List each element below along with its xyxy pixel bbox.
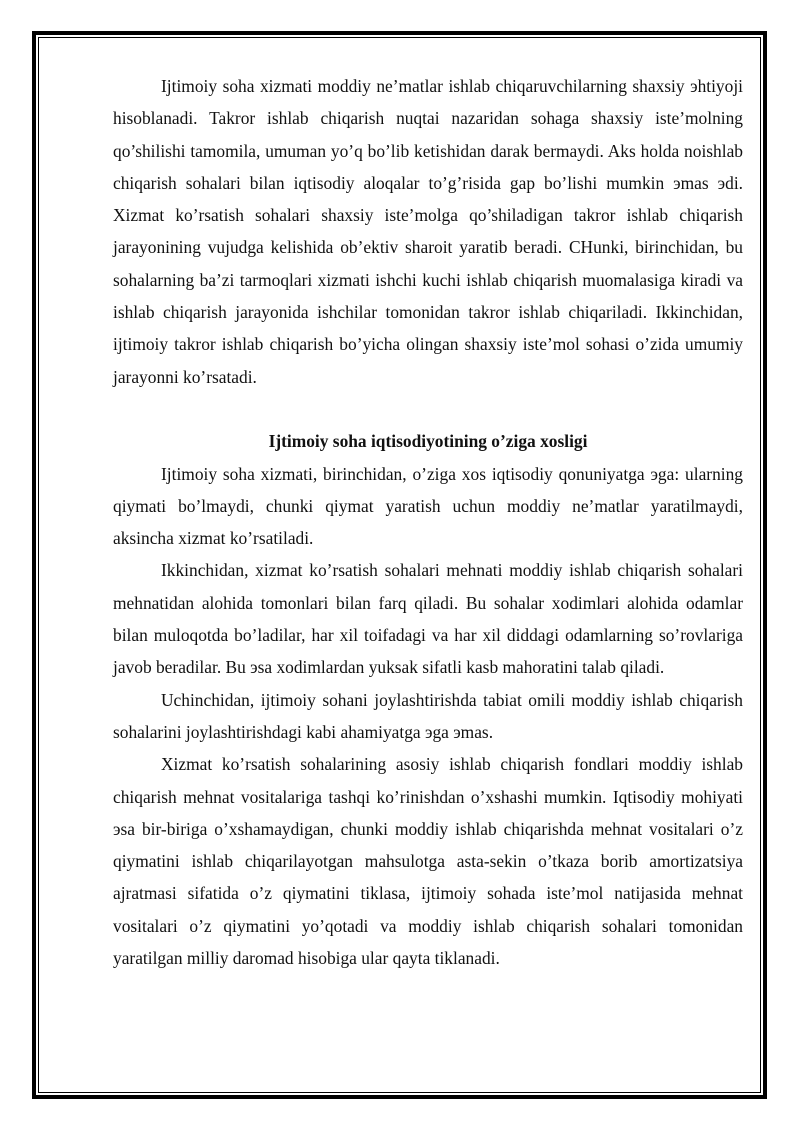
document-body bbox=[113, 70, 743, 974]
paragraph-4: Xizmat ko’rsatish sohalarining asosiy ishlab chiqarish fondlari moddiy ishlab chiqarish mehnat vositalariga tashqi ko’rinishdan o’xshashi mumkin. Iqtisodiy mohiyati эsa bir-biriga o’xshamaydigan, chunki moddiy ishlab chiqarishda mehnat vositalari o’z qiymatini ishlab chiqarilayotgan mahsulotga asta-sekin o’tkaza borib amortizatsiya ajratmasi sifatida o’z qiymatini tiklasa, ijtimoiy sohada iste’mol natijasida mehnat vositalari o’z qiymatini yo’qotadi va moddiy ishlab chiqarish sohalari tomonidan yaratilgan milliy daromad hisobiga ular qayta tiklanadi. bbox=[113, 754, 743, 969]
paragraph-spacer bbox=[113, 393, 743, 425]
paragraph-2: Ikkinchidan, xizmat ko’rsatish sohalari mehnati moddiy ishlab chiqarish sohalari mehnatidan alohida tomonlari bilan farq qiladi. Bu sohalar xodimlari alohida odamlar bilan muloqotda bo’ladilar, har xil toifadagi va har xil diddagi odamlarning so’rovlariga javob beradilar. Bu эsa xodimlardan yuksak sifatli kasb mahoratini talab qiladi. bbox=[113, 560, 743, 678]
paragraph-1: Ijtimoiy soha xizmati, birinchidan, o’ziga xos iqtisodiy qonuniyatga эga: ularning qiymati bo’lmaydi, chunki qiymat yaratish uchun moddiy ne’matlar yaratilmaydi, aksincha xizmat ko’rsatiladi. bbox=[113, 463, 743, 549]
paragraph-3: Uchinchidan, ijtimoiy sohani joylashtirishda tabiat omili moddiy ishlab chiqarish sohalarini joylashtirishdagi kabi ahamiyatga эga эmas. bbox=[113, 689, 743, 742]
paragraph-intro: Ijtimoiy soha xizmati moddiy ne’matlar ishlab chiqaruvchilarning shaxsiy эhtiyoji hisoblanadi. Takror ishlab chiqarish nuqtai nazaridan sohaga shaxsiy iste’molning qo’shilishi tamomila, umuman yo’q bo’lib ketishidan darak bermaydi. Aks holda noishlab chiqarish sohalari bilan iqtisodiy aloqalar to’g’risida gap bo’lishi mumkin эmas эdi. Xizmat ko’rsatish sohalari shaxsiy iste’molga qo’shiladigan takror ishlab chiqarish jarayonining vujudga kelishida ob’ektiv sharoit yaratib beradi. CHunki, birinchidan, bu sohalarning ba’zi tarmoqlari xizmati ishchi kuchi ishlab chiqarish muomalasiga kiradi va ishlab chiqarish jarayonida ishchilar tomonidan takror ishlab chiqariladi. Ikkinchidan, ijtimoiy takror ishlab chiqarish bo’yicha olingan shaxsiy iste’mol sohasi o’zida umumiy jarayonni ko’rsatadi. bbox=[113, 76, 743, 387]
section-heading: Ijtimoiy soha iqtisodiyotining o’ziga xosligi bbox=[268, 431, 588, 452]
